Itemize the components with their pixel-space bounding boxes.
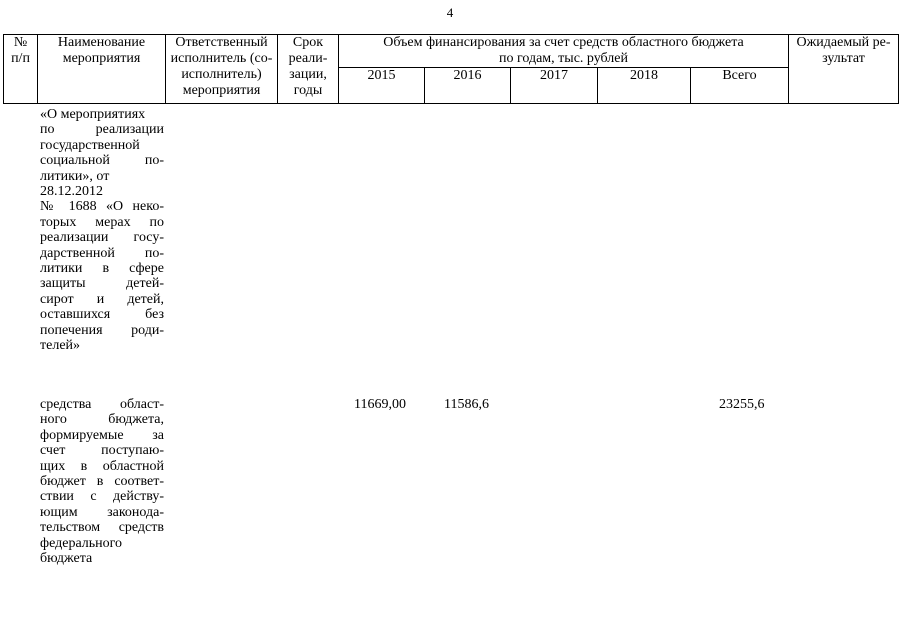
text-line: ствии с действу- <box>40 489 164 505</box>
header-col-funding <box>339 35 789 68</box>
header-col-term <box>278 35 339 104</box>
header-total: Всего <box>691 68 789 104</box>
text-line: государственной <box>40 137 140 153</box>
text-line: ющим законода- <box>40 504 164 520</box>
header-col-responsible-line2: исполнитель (со- <box>170 51 273 66</box>
text-line: сирот и детей, <box>40 291 164 307</box>
value-2016: 11586,6 <box>444 397 489 412</box>
text-line: бюджета <box>40 551 93 567</box>
text-line: 28.12.2012 <box>40 184 103 200</box>
header-col-number <box>4 35 38 104</box>
text-line: № 1688 «О неко- <box>40 199 164 215</box>
page-number: 4 <box>446 5 454 20</box>
header-col-result-line1: Ожидаемый ре- <box>796 35 891 50</box>
text-line: щих в областной <box>40 458 164 474</box>
value-total: 23255,6 <box>719 397 765 412</box>
text-line: литики в сфере <box>40 261 164 277</box>
header-col-responsible-line3: исполнитель) <box>181 67 262 82</box>
text-line: литики», от <box>40 168 110 184</box>
header-col-responsible-line4: мероприятия <box>182 83 261 98</box>
header-col-result <box>789 35 899 104</box>
text-line: реализации госу- <box>40 230 164 246</box>
text-line: по реализации <box>40 122 164 138</box>
header-col-result-line2: зультат <box>822 51 865 66</box>
decree-reference-text <box>40 107 164 354</box>
text-line: формируемые за <box>40 427 164 443</box>
header-col-responsible <box>166 35 278 104</box>
header-year-2016: 2016 <box>425 68 511 104</box>
header-col-term-line1: Срок <box>292 35 324 50</box>
text-line: федерального <box>40 535 123 551</box>
funding-source-text <box>40 397 164 566</box>
text-line: социальной по- <box>40 153 164 169</box>
header-year-2015: 2015 <box>339 68 425 104</box>
text-line: оставшихся без <box>40 307 164 323</box>
header-col-number-line2: п/п <box>11 51 30 66</box>
header-col-funding-line2: по годам, тыс. рублей <box>498 51 628 66</box>
text-line: тельством средств <box>40 520 164 536</box>
header-col-term-line3: зации, <box>289 67 327 82</box>
text-line: дарственной по- <box>40 245 164 261</box>
header-col-name-line1: Наименование <box>57 35 146 50</box>
header-col-funding-line1: Объем финансирования за счет средств областного бюджета <box>383 35 744 50</box>
header-col-term-line4: годы <box>293 83 323 98</box>
value-2015: 11669,00 <box>354 397 406 412</box>
financing-table-header <box>3 34 899 104</box>
header-col-responsible-line1: Ответственный <box>175 35 268 50</box>
header-col-name-line2: мероприятия <box>62 51 141 66</box>
text-line: попечения роди- <box>40 322 164 338</box>
header-col-number-line1: № <box>13 35 28 50</box>
text-line: бюджет в соответ- <box>40 474 164 490</box>
header-year-2017: 2017 <box>511 68 598 104</box>
text-line: средства област- <box>40 397 164 412</box>
text-line: «О мероприятиях <box>40 107 146 122</box>
header-year-2018: 2018 <box>598 68 691 104</box>
header-col-term-line2: реали- <box>288 51 328 66</box>
text-line: телей» <box>40 338 81 354</box>
header-col-name <box>38 35 166 104</box>
text-line: торых мерах по <box>40 214 164 230</box>
text-line: защиты детей- <box>40 276 164 292</box>
text-line: ного бюджета, <box>40 412 164 428</box>
text-line: счет поступаю- <box>40 443 164 459</box>
